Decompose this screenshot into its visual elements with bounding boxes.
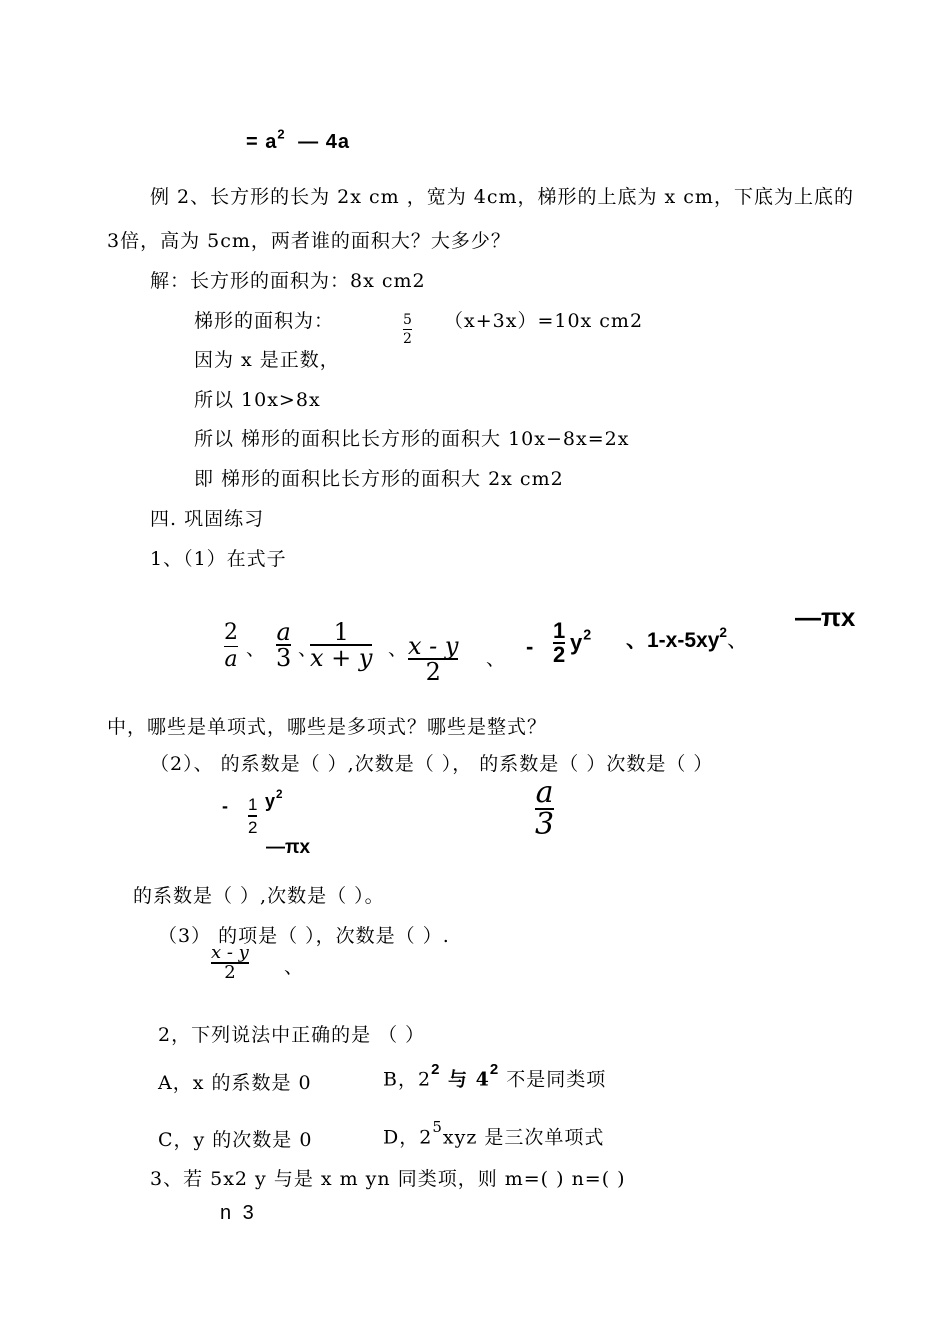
numerator: 1	[248, 795, 258, 814]
question-1-text: 中，哪些是单项式，哪些是多项式？哪些是整式？	[107, 716, 548, 738]
variable: y	[265, 791, 277, 811]
denominator: 2	[425, 658, 441, 686]
question-2-line: （2）、 的系数是（ ）,次数是（ ）， 的系数是（ ）次数是（ ）	[150, 753, 714, 775]
separator: 、	[284, 956, 305, 978]
question-3-line: （3） 的项是（ ），次数是（ ）.	[158, 925, 450, 947]
question-2-statement: 2，下列说法中正确的是 （ ）	[158, 1024, 426, 1046]
expr-fraction-a-over-3	[276, 620, 291, 670]
denominator: 2	[248, 818, 258, 837]
expr-fraction-1-over-2	[553, 620, 565, 666]
option-b-suffix: 不是同类项	[499, 1068, 607, 1091]
polynomial-term	[626, 624, 748, 652]
question-1-intro: 1、（1）在式子	[150, 548, 287, 570]
exponent: 2	[719, 624, 727, 640]
option-d-suffix: xyz 是三次单项式	[442, 1126, 605, 1149]
solution-line5: 所以 梯形的面积比长方形的面积大 10x−8x=2x	[194, 428, 630, 450]
expr-fraction-x-minus-y-over-2	[408, 634, 458, 684]
denominator: a	[224, 647, 238, 672]
exponent: 2	[489, 1061, 500, 1078]
exponent: 2	[583, 627, 593, 644]
q2-variable-y	[265, 788, 284, 811]
fraction-bar	[248, 815, 257, 817]
solution-line4: 所以 10x>8x	[194, 389, 321, 411]
pi-x-term: —πx	[795, 602, 856, 632]
separator: 、	[388, 638, 409, 660]
equation-line	[246, 126, 350, 153]
numerator: a	[276, 618, 291, 646]
denominator: 2	[553, 642, 566, 667]
separator: 、	[246, 638, 267, 660]
q2-pi-x: —πx	[266, 837, 311, 858]
denominator: 2	[224, 962, 236, 983]
solution-line3: 因为 x 是正数，	[194, 349, 340, 371]
expr-fraction-2-over-a	[224, 622, 238, 671]
solution-line2: 梯形的面积为：	[194, 310, 335, 332]
separator: 、	[726, 629, 748, 652]
numerator: 1	[333, 618, 349, 646]
fraction-bar	[403, 329, 412, 330]
exponent: 2	[276, 788, 284, 802]
option-b	[383, 1061, 607, 1091]
fraction-numerator: 5	[403, 312, 412, 328]
fraction-five-halves	[403, 313, 412, 346]
q3-fraction-x-minus-y-over-2	[211, 944, 249, 982]
option-a: A，x 的系数是 0	[158, 1072, 312, 1094]
option-d-prefix: D，2	[383, 1126, 433, 1149]
expr-fraction-1-over-x-plus-y	[310, 620, 372, 670]
option-d	[383, 1118, 605, 1149]
numerator: 1	[553, 618, 566, 643]
option-c: C，y 的次数是 0	[158, 1129, 313, 1151]
q2-fraction-a-over-3	[535, 775, 555, 842]
variable: y	[570, 630, 584, 655]
exponent: 2	[431, 1061, 441, 1078]
q2-minus: -	[222, 796, 229, 816]
separator: 、	[298, 638, 319, 660]
numerator: x - y	[408, 632, 459, 660]
denominator: 3	[276, 644, 292, 672]
term-text: 、1-x-5xy	[626, 629, 720, 652]
numerator: x - y	[211, 942, 249, 963]
q2-fraction-1-over-2	[248, 796, 257, 836]
denominator: x + y	[310, 644, 373, 672]
example-2-line2: 3倍，高为 5cm，两者谁的面积大？大多少？	[107, 230, 511, 252]
numerator: a	[535, 775, 554, 810]
question-3-subscript-note: n 3	[220, 1202, 257, 1224]
option-b-prefix: B，2	[383, 1068, 432, 1091]
solution-line2-rest: （x+3x）=10x cm2	[444, 310, 644, 332]
fraction-denominator: 2	[403, 331, 412, 347]
solution-line1: 解：长方形的面积为：8x cm2	[150, 270, 426, 292]
denominator: 3	[535, 807, 555, 842]
exponent: 5	[432, 1118, 443, 1136]
separator: 、	[486, 648, 507, 670]
minus-sign: -	[526, 634, 535, 659]
equation-right: — 4a	[298, 131, 350, 153]
equation-left: = a	[246, 131, 278, 153]
variable-y	[570, 627, 593, 655]
question-3-statement: 3、若 5x2 y 与是 x m yn 同类项，则 m=( ) n=( )	[150, 1168, 626, 1190]
example-2-line1: 例 2、长方形的长为 2x cm ，宽为 4cm，梯形的上底为 x cm，下底为上底的	[150, 186, 854, 208]
solution-line6: 即 梯形的面积比长方形的面积大 2x cm2	[194, 468, 564, 490]
section-heading: 四. 巩固练习	[150, 508, 265, 530]
exponent: 2	[277, 126, 286, 142]
option-b-middle: 与 4	[440, 1068, 490, 1091]
question-2-second-line: 的系数是（ ）,次数是（ ）。	[133, 885, 385, 907]
numerator: 2	[224, 620, 238, 645]
